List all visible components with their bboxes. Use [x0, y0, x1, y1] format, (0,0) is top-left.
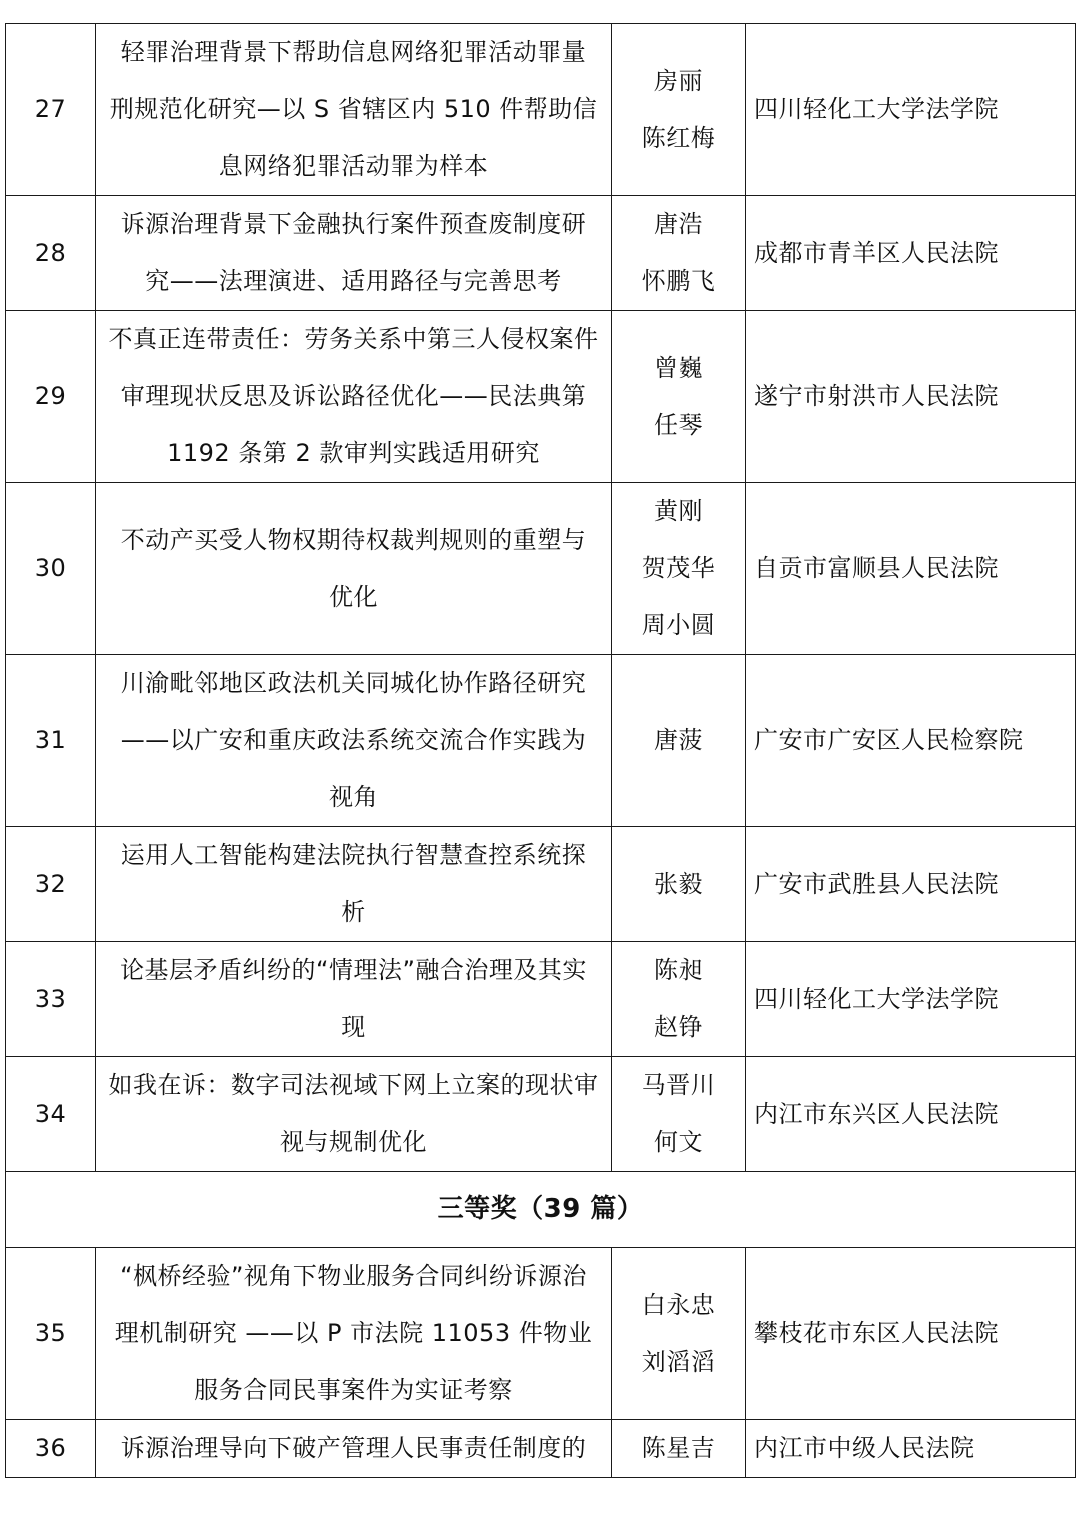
affiliation: 内江市东兴区人民法院 [746, 1057, 1076, 1172]
entry-number: 36 [6, 1420, 96, 1478]
authors [612, 655, 746, 827]
entry-number: 32 [6, 827, 96, 942]
author-name: 房丽 [654, 66, 703, 95]
affiliation: 内江市中级人民法院 [746, 1420, 1076, 1478]
paper-title [96, 942, 612, 1057]
affiliation: 遂宁市射洪市人民法院 [746, 311, 1076, 483]
paper-title [96, 483, 612, 655]
authors [612, 942, 746, 1057]
paper-title-line: 析 [341, 898, 366, 926]
author-name: 白永忠 [641, 1290, 716, 1319]
paper-title-line: 运用人工智能构建法院执行智慧查控系统探 [120, 841, 587, 869]
paper-title [96, 311, 612, 483]
paper-title-line: 不动产买受人物权期待权裁判规则的重塑与 [120, 525, 587, 554]
authors [612, 196, 746, 311]
section-row [6, 1172, 1076, 1248]
table-row [6, 655, 1076, 827]
authors [612, 311, 746, 483]
author-name: 唐浩 [654, 210, 703, 238]
table-row [6, 1057, 1076, 1172]
author-name: 曾巍 [654, 353, 703, 382]
paper-title-line: 1192 条第 2 款审判实践适用研究 [167, 439, 540, 467]
entry-number: 29 [6, 311, 96, 483]
entry-number: 33 [6, 942, 96, 1057]
awards-table [5, 23, 1076, 1478]
paper-title-line: 诉源治理背景下金融执行案件预查废制度研 [120, 210, 587, 238]
affiliation: 四川轻化工大学法学院 [746, 942, 1076, 1057]
table-row [6, 1420, 1076, 1478]
entry-number: 31 [6, 655, 96, 827]
paper-title-line: 不真正连带责任：劳务关系中第三人侵权案件 [108, 325, 599, 353]
authors [612, 483, 746, 655]
paper-title [96, 1057, 612, 1172]
affiliation: 广安市武胜县人民法院 [746, 827, 1076, 942]
paper-title-line: 川渝毗邻地区政法机关同城化协作路径研究 [120, 669, 587, 697]
paper-title [96, 1420, 612, 1478]
table-row [6, 483, 1076, 655]
paper-title-line: 轻罪治理背景下帮助信息网络犯罪活动罪量 [120, 38, 587, 66]
authors [612, 1057, 746, 1172]
paper-title-line: ——以广安和重庆政法系统交流合作实践为 [120, 726, 587, 754]
affiliation: 成都市青羊区人民法院 [746, 196, 1076, 311]
paper-title [96, 24, 612, 196]
table-row [6, 942, 1076, 1057]
author-name: 张毅 [654, 869, 703, 898]
affiliation: 广安市广安区人民检察院 [746, 655, 1076, 827]
paper-title-line: 现 [341, 1013, 366, 1041]
author-name: 刘滔滔 [641, 1347, 716, 1376]
table-row [6, 827, 1076, 942]
entry-number: 34 [6, 1057, 96, 1172]
paper-title-line: 息网络犯罪活动罪为样本 [218, 152, 489, 180]
table-body-after [6, 1248, 1076, 1478]
paper-title-line: 究——法理演进、适用路径与完善思考 [145, 267, 562, 295]
paper-title [96, 655, 612, 827]
affiliation: 攀枝花市东区人民法院 [746, 1248, 1076, 1420]
table-row [6, 1248, 1076, 1420]
paper-title-line: 视与规制优化 [280, 1128, 427, 1156]
author-name: 唐菠 [654, 726, 703, 754]
paper-title-line: 视角 [329, 783, 378, 811]
author-name: 陈红梅 [641, 123, 716, 152]
author-name: 陈昶 [654, 956, 703, 984]
paper-title-line: 优化 [329, 582, 378, 611]
author-name: 赵铮 [654, 1013, 703, 1041]
author-name: 任琴 [654, 410, 703, 439]
paper-title-line: 刑规范化研究—以 S 省辖区内 510 件帮助信 [109, 95, 598, 123]
authors [612, 1420, 746, 1478]
paper-title-line: 理机制研究 ——以 P 市法院 11053 件物业 [114, 1319, 593, 1347]
paper-title-line: 如我在诉：数字司法视域下网上立案的现状审 [108, 1071, 599, 1099]
author-name: 黄刚 [654, 497, 703, 525]
entry-number: 27 [6, 24, 96, 196]
author-name: 马晋川 [641, 1071, 716, 1099]
paper-title-line: 诉源治理导向下破产管理人民事责任制度的 [120, 1434, 587, 1462]
author-name: 怀鹏飞 [641, 267, 716, 295]
authors [612, 1248, 746, 1420]
entry-number: 28 [6, 196, 96, 311]
table-row [6, 196, 1076, 311]
paper-title-line: 审理现状反思及诉讼路径优化——民法典第 [120, 382, 587, 410]
paper-title-line: 论基层矛盾纠纷的“情理法”融合治理及其实 [120, 956, 587, 984]
affiliation: 自贡市富顺县人民法院 [746, 483, 1076, 655]
authors [612, 24, 746, 196]
paper-title-line: 服务合同民事案件为实证考察 [194, 1376, 513, 1404]
table-row [6, 311, 1076, 483]
entry-number: 30 [6, 483, 96, 655]
section-label: 三等奖（39 篇） [6, 1172, 1076, 1248]
paper-title [96, 827, 612, 942]
author-name: 陈星吉 [641, 1434, 716, 1462]
author-name: 何文 [654, 1128, 703, 1156]
section-header [6, 1172, 1076, 1248]
affiliation: 四川轻化工大学法学院 [746, 24, 1076, 196]
author-name: 贺茂华 [641, 554, 716, 582]
authors [612, 827, 746, 942]
author-name: 周小圆 [641, 611, 716, 639]
paper-title [96, 196, 612, 311]
paper-title [96, 1248, 612, 1420]
entry-number: 35 [6, 1248, 96, 1420]
table-row [6, 24, 1076, 196]
paper-title-line: “枫桥经验”视角下物业服务合同纠纷诉源治 [120, 1262, 587, 1290]
table-body-before [6, 24, 1076, 1172]
